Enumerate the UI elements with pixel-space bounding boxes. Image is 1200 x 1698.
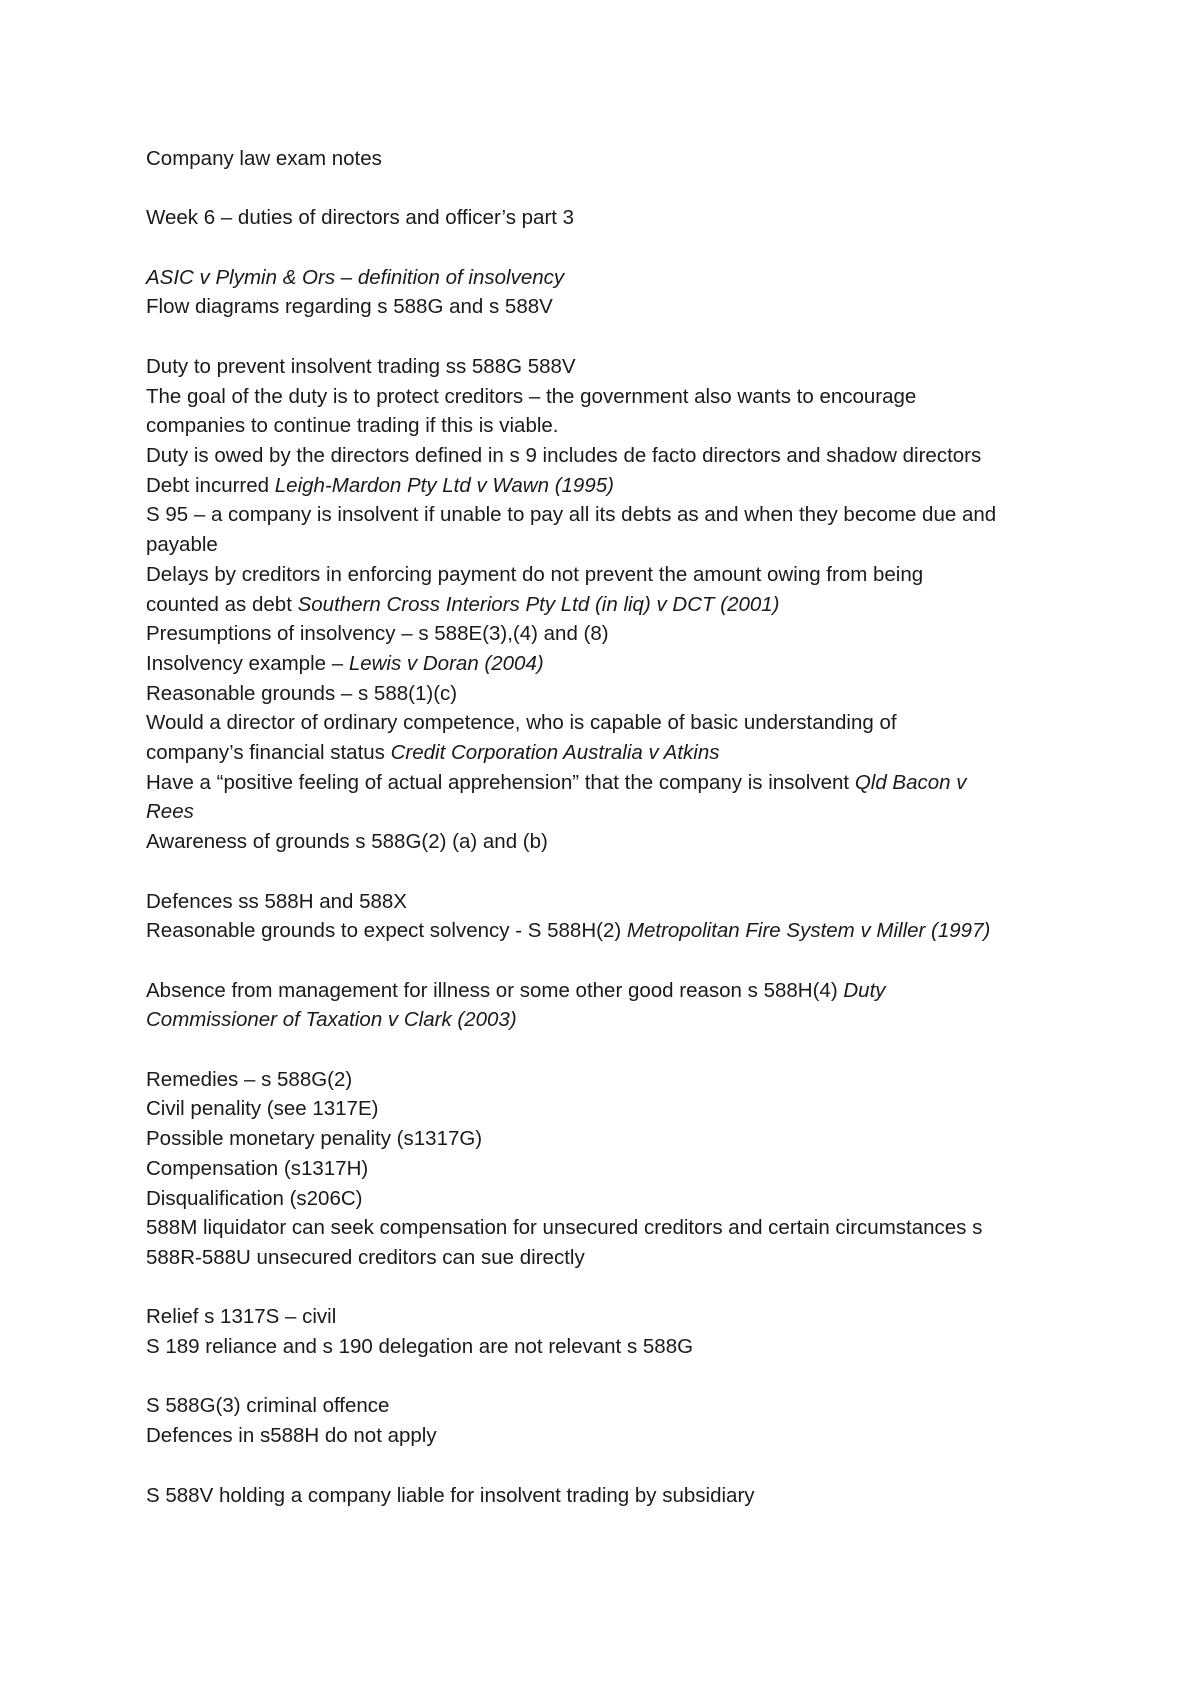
duty-heading: Duty to prevent insolvent trading ss 588G 588V bbox=[146, 354, 576, 378]
goal-line-1: The goal of the duty is to protect creditors – the government also wants to encourage bbox=[146, 384, 917, 408]
defences-not-line: Defences in s588H do not apply bbox=[146, 1424, 437, 1448]
absence-text: Absence from management for illness or some other good reason s 588H(4) bbox=[146, 978, 844, 1002]
spacer bbox=[146, 1451, 1086, 1481]
delays-line-1: Delays by creditors in enforcing payment do not prevent the amount owing from being bbox=[146, 562, 924, 586]
spacer bbox=[146, 1035, 1086, 1065]
spacer bbox=[146, 857, 1086, 887]
flow-diagrams-line: Flow diagrams regarding s 588G and s 588V bbox=[146, 295, 553, 319]
solvency-line bbox=[146, 916, 1086, 946]
disqualification-line: Disqualification (s206C) bbox=[146, 1186, 363, 1210]
criminal-line: S 588G(3) criminal offence bbox=[146, 1394, 390, 1418]
spacer bbox=[146, 322, 1086, 352]
reliance-line: S 189 reliance and s 190 delegation are not relevant s 588G bbox=[146, 1335, 694, 1359]
absence-line-2 bbox=[146, 1005, 1086, 1035]
absence-line-1 bbox=[146, 976, 1086, 1006]
would-line-1: Would a director of ordinary competence, who is capable of basic understanding of bbox=[146, 711, 897, 735]
positive-case-part2: Rees bbox=[146, 800, 194, 824]
spacer bbox=[146, 233, 1086, 263]
defences-heading: Defences ss 588H and 588X bbox=[146, 889, 407, 913]
plymin-case-line bbox=[146, 263, 1086, 293]
solvency-text: Reasonable grounds to expect solvency - S 588H(2) bbox=[146, 919, 627, 943]
debt-line bbox=[146, 471, 1086, 501]
s95-line-1: S 95 – a company is insolvent if unable to pay all its debts as and when they become due and bbox=[146, 503, 997, 527]
example-case: Lewis v Doran (2004) bbox=[348, 651, 544, 675]
liquidator-line-1: 588M liquidator can seek compensation for unsecured creditors and certain circumstances s bbox=[146, 1216, 983, 1240]
goal-line-2: companies to continue trading if this is viable. bbox=[146, 414, 559, 438]
would-case: Credit Corporation Australia v Atkins bbox=[390, 741, 720, 765]
holding-line: S 588V holding a company liable for insolvent trading by subsidiary bbox=[146, 1483, 755, 1507]
absence-case-part2: Commissioner of Taxation v Clark (2003) bbox=[146, 1008, 517, 1032]
reasonable-line: Reasonable grounds – s 588(1)(c) bbox=[146, 681, 458, 705]
s95-line-2: payable bbox=[146, 533, 218, 557]
positive-line-1 bbox=[146, 768, 1086, 798]
spacer bbox=[146, 946, 1086, 976]
monetary-penalty-line: Possible monetary penality (s1317G) bbox=[146, 1127, 483, 1151]
presumptions-line: Presumptions of insolvency – s 588E(3),(4) and (8) bbox=[146, 622, 609, 646]
document-title: Company law exam notes bbox=[146, 147, 382, 170]
delays-line-2 bbox=[146, 590, 1086, 620]
civil-penalty-line: Civil penality (see 1317E) bbox=[146, 1097, 379, 1121]
notes-body bbox=[146, 144, 1086, 1510]
positive-line-2 bbox=[146, 797, 1086, 827]
solvency-case: Metropolitan Fire System v Miller (1997) bbox=[626, 919, 991, 943]
relief-line: Relief s 1317S – civil bbox=[146, 1305, 337, 1329]
delays-case: Southern Cross Interiors Pty Ltd (in liq) v DCT (2001) bbox=[297, 592, 780, 616]
liquidator-line-2: 588R-588U unsecured creditors can sue directly bbox=[146, 1245, 585, 1269]
debt-case: Leigh-Mardon Pty Ltd v Wawn (1995) bbox=[274, 473, 614, 497]
example-text: Insolvency example – bbox=[146, 651, 349, 675]
absence-case-part1: Duty bbox=[843, 978, 886, 1002]
spacer bbox=[146, 174, 1086, 204]
week-heading: Week 6 – duties of directors and officer’s part 3 bbox=[146, 206, 575, 230]
would-line-2 bbox=[146, 738, 1086, 768]
remedies-heading: Remedies – s 588G(2) bbox=[146, 1067, 353, 1091]
would-text: company’s financial status bbox=[146, 741, 391, 765]
awareness-line: Awareness of grounds s 588G(2) (a) and (b) bbox=[146, 830, 548, 854]
spacer bbox=[146, 1273, 1086, 1303]
positive-case-part1: Qld Bacon v bbox=[854, 770, 967, 794]
positive-text: Have a “positive feeling of actual apprehension” that the company is insolvent bbox=[146, 770, 855, 794]
owed-line: Duty is owed by the directors defined in s 9 includes de facto directors and shadow directors bbox=[146, 443, 982, 467]
debt-text: Debt incurred bbox=[146, 473, 275, 497]
spacer bbox=[146, 1362, 1086, 1392]
compensation-line: Compensation (s1317H) bbox=[146, 1156, 369, 1180]
delays-text: counted as debt bbox=[146, 592, 298, 616]
example-line bbox=[146, 649, 1086, 679]
plymin-case: ASIC v Plymin & Ors – definition of insolvency bbox=[146, 265, 565, 289]
